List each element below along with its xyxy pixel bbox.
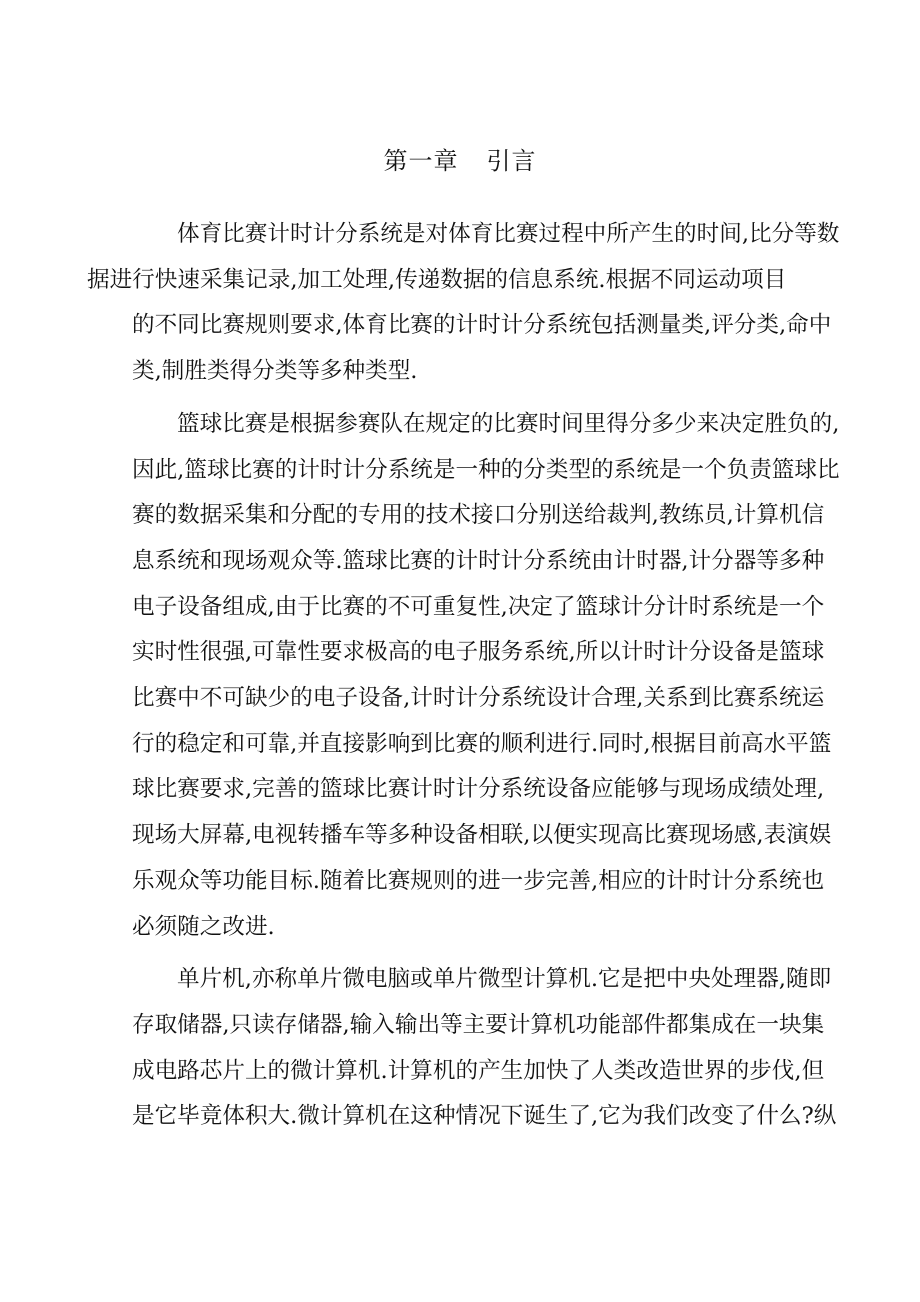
text-line: 体育比赛计时计分系统是对体育比赛过程中所产生的时间,比分等数 <box>177 221 840 247</box>
text-line: 必须随之改进. <box>132 913 275 940</box>
text-line: 成电路芯片上的微计算机.计算机的产生加快了人类改造世界的步伐,但 <box>132 1057 825 1084</box>
text-line: 存取储器,只读存储器,输入输出等主要计算机功能部件都集成在一块集 <box>132 1011 825 1038</box>
body-text <box>87 212 840 1147</box>
chapter-title: 引言 <box>486 147 537 175</box>
text-line: 息系统和现场观众等.篮球比赛的计时计分系统由计时器,计分器等多种 <box>132 547 825 574</box>
chapter-number: 第一章 <box>383 147 459 175</box>
paragraph-1 <box>87 212 840 395</box>
text-line: 类,制胜类得分类等多种类型. <box>132 358 418 385</box>
text-line: 单片机,亦称单片微电脑或单片微型计算机.它是把中央处理器,随即 <box>177 966 832 993</box>
text-line: 现场大屏幕,电视转播车等多种设备相联,以便实现高比赛现场感,表演娱 <box>132 822 832 849</box>
text-line: 赛的数据采集和分配的专用的技术接口分别送给裁判,教练员,计算机信 <box>132 502 825 529</box>
text-line: 因此,篮球比赛的计时计分系统是一种的分类型的系统是一个负责篮球比 <box>132 456 840 483</box>
text-line: 是它毕竟体积大.微计算机在这种情况下诞生了,它为我们改变了什么?纵 <box>132 1103 837 1130</box>
text-line: 的不同比赛规则要求,体育比赛的计时计分系统包括测量类,评分类,命中 <box>132 312 832 339</box>
text-line: 电子设备组成,由于比赛的不可重复性,决定了篮球计分计时系统是一个 <box>132 593 825 620</box>
text-line: 球比赛要求,完善的篮球比赛计时计分系统设备应能够与现场成绩处理, <box>132 776 825 803</box>
text-line: 实时性很强,可靠性要求极高的电子服务系统,所以计时计分设备是篮球 <box>132 639 825 666</box>
paragraph-3 <box>132 957 837 1140</box>
text-line: 比赛中不可缺少的电子设备,计时计分系统设计合理,关系到比赛系统运 <box>132 685 825 712</box>
chapter-heading <box>0 146 920 176</box>
text-line: 行的稳定和可靠,并直接影响到比赛的顺利进行.同时,根据目前高水平篮 <box>132 730 832 757</box>
text-line: 篮球比赛是根据参赛队在规定的比赛时间里得分多少来决定胜负的, <box>177 410 840 437</box>
text-line: 乐观众等功能目标.随着比赛规则的进一步完善,相应的计时计分系统也 <box>132 867 825 894</box>
text-line: 据进行快速采集记录,加工处理,传递数据的信息系统.根据不同运动项目 <box>87 266 787 293</box>
paragraph-2 <box>132 402 840 950</box>
